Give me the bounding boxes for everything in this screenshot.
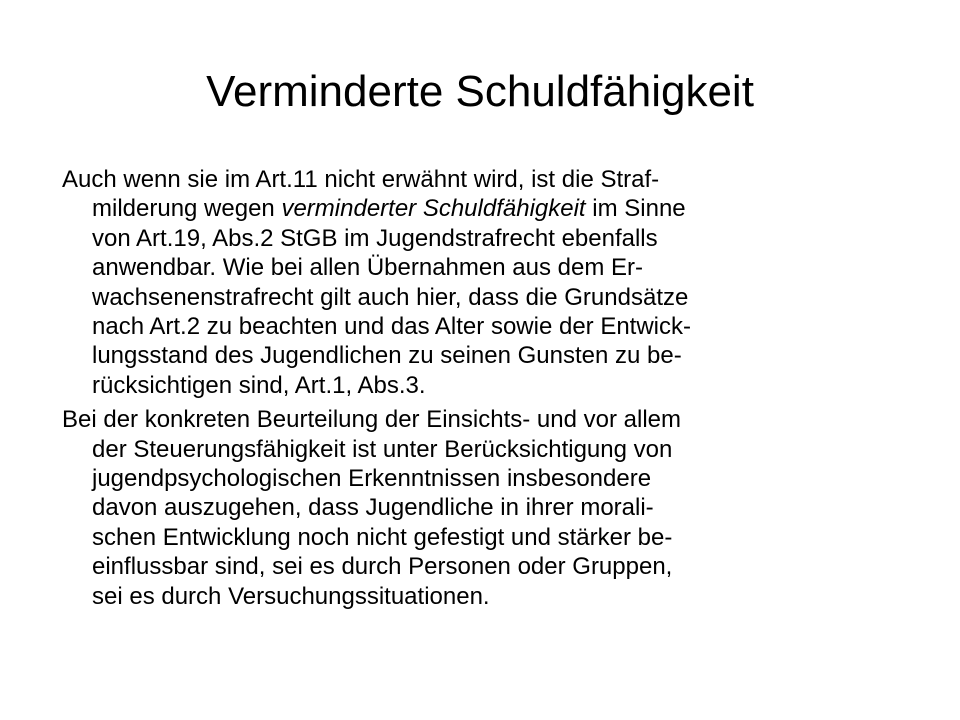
text-segment: im Sinne <box>585 195 686 223</box>
text-line <box>62 194 912 223</box>
text-line: der Steuerungsfähigkeit ist unter Berücksichtigung von <box>92 435 673 463</box>
text-line: lungsstand des Jugendlichen zu seinen Gunsten zu be- <box>92 342 682 370</box>
emphasized-term: verminderter Schuldfähigkeit <box>281 195 586 223</box>
text-line: Auch wenn sie im Art.11 nicht erwähnt wird, ist die Straf- <box>62 166 660 193</box>
paragraph-2 <box>62 405 912 611</box>
text-line: von Art.19, Abs.2 StGB im Jugendstrafrecht ebenfalls <box>92 224 658 252</box>
paragraph-1 <box>62 165 912 400</box>
text-segment: milderung wegen <box>92 195 282 223</box>
text-line: Bei der konkreten Beurteilung der Einsichts- und vor allem <box>62 406 681 434</box>
text-line: jugendpsychologischen Erkenntnissen insbesondere <box>92 465 652 493</box>
text-line: einflussbar sind, sei es durch Personen oder Gruppen, <box>92 553 673 581</box>
slide-body <box>62 165 912 616</box>
text-line: sei es durch Versuchungssituationen. <box>92 582 490 610</box>
text-line: schen Entwicklung noch nicht gefestigt und stärker be- <box>92 523 673 551</box>
text-line: davon auszugehen, dass Jugendliche in ihrer morali- <box>92 494 654 522</box>
text-line: wachsenenstrafrecht gilt auch hier, dass die Grundsätze <box>92 283 689 311</box>
text-line: rücksichtigen sind, Art.1, Abs.3. <box>92 371 426 399</box>
text-line: anwendbar. Wie bei allen Übernahmen aus dem Er- <box>92 254 643 282</box>
slide-title: Verminderte Schuldfähigkeit <box>206 67 754 116</box>
text-line: nach Art.2 zu beachten und das Alter sowie der Entwick- <box>92 313 692 341</box>
